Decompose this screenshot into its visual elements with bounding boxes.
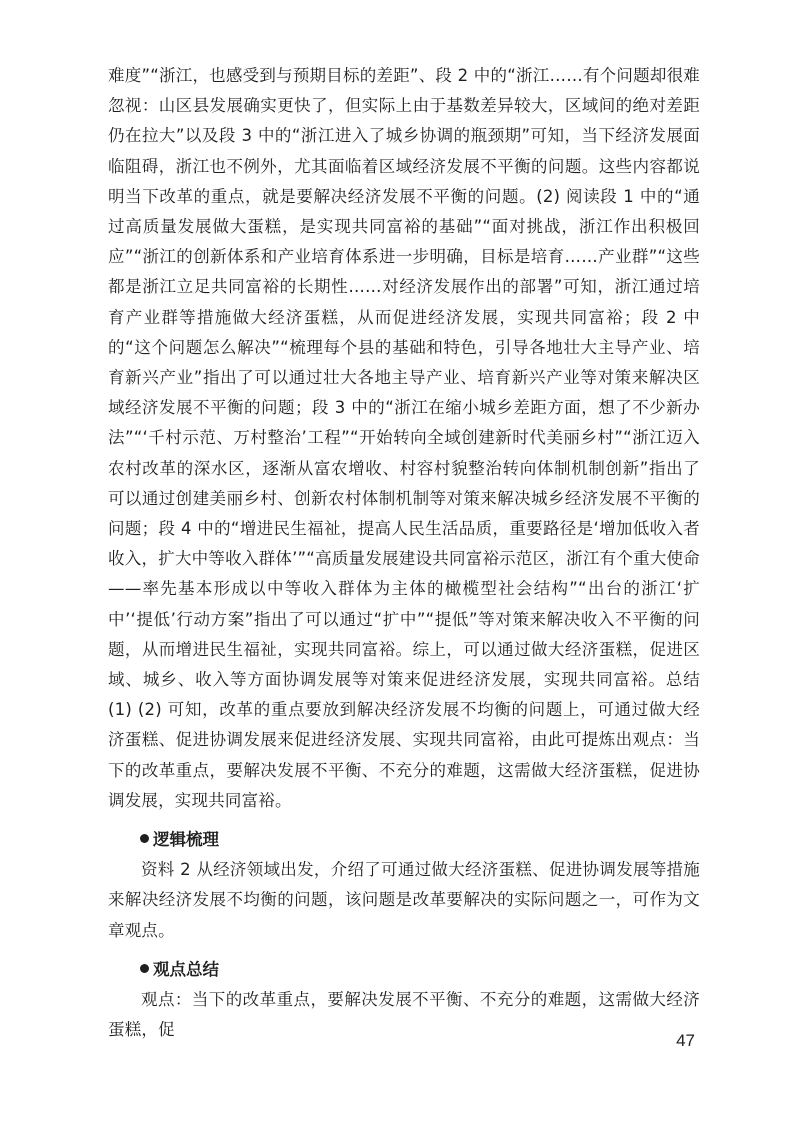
page-number: 47 xyxy=(676,1031,695,1050)
paragraph-analysis: 难度”“浙江，也感受到与预期目标的差距”、段 2 中的“浙江……有个问题却很难忽视：山区县发展确实更快了，但实际上由于基数差异较大，区域间的绝对差距仍在拉大”以及段 3 中的“浙江进入了城乡协调的瓶颈期”可知，当下经济发展面临阻碍，浙江也不例外，尤其面临着区域经济发展不平衡的问题。这些内容都说明当下改革的重点，就是要解决经济发展不平衡的问题。(2) 阅读段 1 中的“通过高质量发展做大蛋糕，是实现共同富裕的基础”“面对挑战，浙江作出积极回应”“浙江的创新体系和产业培育体系进一步明确，目标是培育……产业群”“这些都是浙江立足共同富裕的长期性……对经济发展作出的部署”可知，浙江通过培育产业群等措施做大经济蛋糕，从而促进经济发展，实现共同富裕；段 2 中的“这个问题怎么解决”“梳理每个县的基础和特色，引导各地壮大主导产业、培育新兴产业”指出了可以通过壮大各地主导产业、培育新兴产业等对策来解决区域经济发展不平衡的问题；段 3 中的“浙江在缩小城乡差距方面，想了不少新办法”“‘千村示范、万村整治’工程”“开始转向全域创建新时代美丽乡村”“浙江迈入农村改革的深水区，逐渐从富农增收、村容村貌整治转向体制机制创新”指出了可以通过创建美丽乡村、创新农村体制机制等对策来解决城乡经济发展不平衡的问题；段 4 中的“增进民生福祉，提高人民生活品质，重要路径是‘增加低收入者收入，扩大中等收入群体’”“高质量发展建设共同富裕示范区，浙江有个重大使命——率先基本形成以中等收入群体为主体的橄榄型社会结构”“出台的浙江‘扩中’‘提低’行动方案”指出了可以通过“扩中”“提低”等对策来解决收入不平衡的问题，从而增进民生福祉，实现共同富裕。综上，可以通过做大经济蛋糕，促进区域、城乡、收入等方面协调发展等对策来促进经济发展，实现共同富裕。总结 (1) (2) 可知，改革的重点要放到解决经济发展不均衡的问题上，可通过做大经济蛋糕、促进协调发展来促进经济发展、实现共同富裕，由此可提炼出观点：当下的改革重点，要解决发展不平衡、不充分的难题，这需做大经济蛋糕，促进协调发展，实现共同富裕。 xyxy=(108,66,700,810)
section-heading-logic-label: 逻辑梳理 xyxy=(153,830,219,850)
bullet-icon xyxy=(140,964,149,973)
paragraph-viewpoint: 观点：当下的改革重点，要解决发展不平衡、不充分的难题，这需做大经济蛋糕，促 xyxy=(108,990,700,1040)
bullet-icon xyxy=(140,834,149,843)
paragraph-logic: 资料 2 从经济领域出发，介绍了可通过做大经济蛋糕、促进协调发展等措施来解决经济发展不均衡的问题，该问题是改革要解决的实际问题之一，可作为文章观点。 xyxy=(108,860,700,940)
body-text-block xyxy=(108,61,700,1046)
section-heading-summary xyxy=(108,955,700,985)
section-heading-summary-label: 观点总结 xyxy=(153,959,219,979)
section-heading-logic xyxy=(108,825,700,855)
